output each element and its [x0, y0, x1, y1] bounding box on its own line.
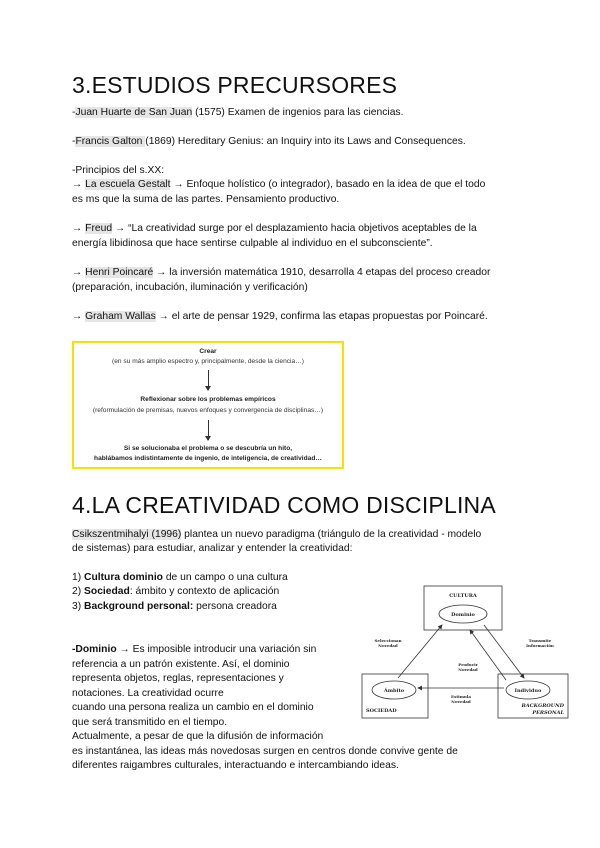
creativity-flow-figure [72, 341, 344, 469]
paragraph-wallas [72, 310, 488, 325]
gestalt-text: → Enfoque holístico (o integrador), basado en la idea de que el todo [170, 179, 486, 190]
arrow-prefix: → [72, 267, 86, 278]
paragraph-dominio-line: notaciones. La creatividad ocurre [72, 688, 224, 699]
highlight-poincare: Henri Poincaré [85, 267, 154, 278]
paragraph-freud [72, 222, 477, 237]
highlight-wallas: Graham Wallas [85, 311, 156, 322]
down-arrow-icon [208, 420, 209, 440]
poincare-text: → la inversión matemática 1910, desarrolla 4 etapas del proceso creador [153, 267, 491, 278]
paragraph-dominio-line: diferentes raigambres culturales, interactuando e intercambiando ideas. [72, 760, 399, 771]
highlight-freud: Freud [85, 223, 113, 234]
dominio-term: -Dominio [72, 644, 117, 655]
list-number: 1) [72, 572, 85, 583]
paragraph-csikszentmihalyi-line2: de sistemas) para estudiar, analizar y entender la creatividad: [72, 543, 353, 554]
huarte-text: (1575) Examen de ingenios para las ciencias. [192, 107, 404, 118]
seleccionan-label: Seleccionan [374, 638, 402, 643]
paragraph-poincare [72, 266, 490, 281]
freud-text: → “La creatividad surge por el desplazamiento hacia objetivos aceptables de la [112, 223, 477, 234]
figure-reflexionar-sub: (reformulación de premisas, nuevos enfoques y convergencia de disciplinas…) [92, 407, 324, 414]
figure-crear-title: Crear [199, 348, 217, 355]
novedad-label: Novedad [458, 667, 478, 672]
list-term: Sociedad [84, 586, 130, 597]
paragraph-gestalt [72, 178, 485, 193]
intro-text: plantea un nuevo paradigma (triángulo de la creatividad - modelo [181, 529, 482, 540]
producir-label: Producir [458, 662, 478, 667]
paragraph-huarte [72, 106, 403, 121]
list-number: 3) [72, 601, 85, 612]
wallas-text: → el arte de pensar 1929, confirma las etapas propuestas por Poincaré. [155, 311, 488, 322]
figure-crear-sub: (en su más amplio espectro y, principalmente, desde la ciencia…) [112, 358, 304, 365]
cultura-label: CULTURA [449, 593, 477, 599]
arrow-prefix: → [72, 311, 86, 322]
paragraph-galton [72, 135, 466, 150]
novedad-label: Novedad [378, 643, 398, 648]
arrow-prefix: → [72, 223, 86, 234]
individuo-label: Individuo [514, 688, 542, 694]
dominio-label: Dominio [451, 612, 475, 618]
highlight-gestalt: La escuela Gestalt [85, 179, 171, 190]
list-number: 2) [72, 586, 85, 597]
figure-conclusion-line1: Si se solucionaba el problema o se descubría un hito, [123, 445, 293, 452]
arrow-ambito-to-dominio [398, 625, 442, 678]
paragraph-dominio-line: representa objetos, reglas, representaciones y [72, 673, 284, 684]
section-4-title: 4.LA CREATIVIDAD COMO DISCIPLINA [72, 492, 496, 518]
list-term: Cultura dominio [84, 572, 163, 583]
personal-label: PERSONAL [532, 710, 564, 716]
down-arrow-icon [208, 370, 209, 390]
list-desc: persona creadora [193, 601, 277, 612]
figure-conclusion-line2: hablábamos indistintamente de ingenio, de inteligencia, de creatividad… [94, 455, 322, 462]
paragraph-freud-line2: energía libidinosa que hace sentirse culpable al individuo en el subconsciente”. [72, 238, 433, 249]
transmite-label: Transmite [528, 638, 552, 643]
paragraph-dominio-line: referencia a un patrón existente. Así, el dominio [72, 659, 290, 670]
list-item [72, 600, 277, 615]
list-item [72, 585, 279, 600]
arrow-prefix: → [72, 179, 86, 190]
highlight-csikszentmihalyi: Csikszentmihalyi (1996) [72, 529, 182, 540]
systems-model-diagram [358, 580, 573, 725]
galton-text: (1869) Hereditary Genius: an Inquiry into its Laws and Consequences. [145, 136, 466, 147]
highlight-huarte: Juan Huarte de San Juan [75, 107, 193, 118]
paragraph-dominio-line: es instantánea, las ideas más novedosas surgen en centros donde convive gente de [72, 746, 458, 757]
dominio-text: → Es imposible introducir una variación sin [116, 644, 317, 655]
section-3-title: 3.ESTUDIOS PRECURSORES [72, 72, 398, 98]
informacion-label: Información [526, 643, 554, 648]
estimula-label: Estimula [451, 694, 471, 699]
novedad-label: Novedad [451, 699, 471, 704]
paragraph-principios: -Principios del s.XX: [72, 165, 165, 176]
prefix: - [72, 107, 76, 118]
paragraph-dominio [72, 643, 316, 658]
paragraph-dominio-line: que será transmitido en el tiempo. [72, 717, 228, 728]
highlight-galton: Francis Galton [75, 136, 146, 147]
paragraph-poincare-line2: (preparación, incubación, iluminación y verificación) [72, 282, 308, 293]
background-label: BACKGROUND [521, 703, 564, 709]
list-desc: : ámbito y contexto de aplicación [129, 586, 280, 597]
ambito-label: Ámbito [383, 688, 405, 694]
paragraph-gestalt-line2: es ms que la suma de las partes. Pensamiento productivo. [72, 194, 340, 205]
arrow-dominio-to-individuo [484, 625, 524, 678]
paragraph-dominio-line: Actualmente, a pesar de que la difusión de información [72, 731, 324, 742]
paragraph-csikszentmihalyi [72, 528, 481, 543]
paragraph-dominio-line: cuando una persona realiza un cambio en el dominio [72, 702, 314, 713]
figure-reflexionar-title: Reflexionar sobre los problemas empíricos [140, 396, 276, 403]
prefix: - [72, 136, 76, 147]
list-term: Background personal: [84, 601, 194, 612]
arrow-individuo-to-dominio [470, 630, 506, 680]
list-desc: de un campo o una cultura [162, 572, 288, 583]
sociedad-label: SOCIEDAD [366, 708, 397, 714]
list-item [72, 571, 288, 586]
